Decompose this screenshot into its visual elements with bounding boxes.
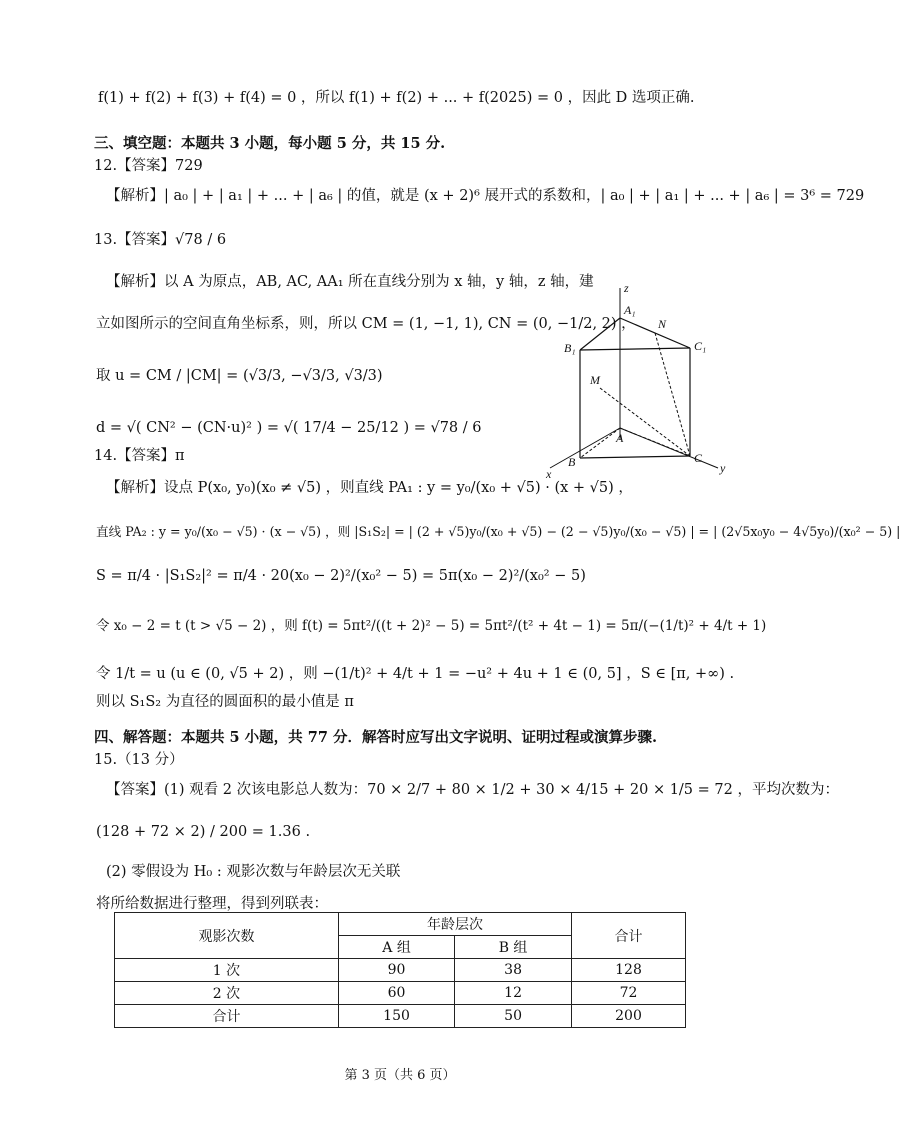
- q14-line1: 【解析】设点 P(x₀, y₀)(x₀ ≠ √5) ，则直线 PA₁ : y = y₀/(x₀ + √5) · (x + √5) ，: [106, 480, 633, 496]
- top-line: f(1) + f(2) + f(3) + f(4) = 0 ，所以 f(1) + f(2) + ... + f(2025) = 0 ，因此 D 选项正确.: [98, 90, 695, 106]
- table-row: [115, 959, 686, 982]
- q15-line1: 【答案】(1) 观看 2 次该电影总人数为：70 × 2/7 + 80 × 1/2 + 30 × 4/15 + 20 × 1/5 = 72 ，平均次数为：: [106, 782, 839, 798]
- edge-b-c: [580, 456, 690, 458]
- label-a: A: [616, 431, 624, 445]
- header-group-a: A 组: [338, 936, 454, 959]
- section-3-heading: 三、填空题：本题共 3 小题，每小题 5 分，共 15 分.: [94, 135, 446, 152]
- label-b: B: [568, 455, 576, 469]
- cell-b: 12: [455, 982, 572, 1005]
- cell-a: 60: [338, 982, 454, 1005]
- cell-b: 50: [455, 1005, 572, 1028]
- cell-b: 38: [455, 959, 572, 982]
- q14-answer: 14.【答案】π: [94, 448, 185, 464]
- section-4-heading: 四、解答题：本题共 5 小题，共 77 分．解答时应写出文字说明、证明过程或演算步骤.: [94, 729, 658, 746]
- cell-total: 128: [572, 959, 686, 982]
- label-y: y: [720, 461, 726, 475]
- edge-a-b: [580, 428, 620, 458]
- row-label: 1 次: [115, 959, 339, 982]
- contingency-table: [114, 912, 686, 1028]
- cell-total: 72: [572, 982, 686, 1005]
- label-m: M: [590, 373, 600, 387]
- q14-line3: S = π/4 · |S₁S₂|² = π/4 · 20(x₀ − 2)²/(x₀² − 5) = 5π(x₀ − 2)²/(x₀² − 5): [96, 568, 586, 584]
- q12-analysis: 【解析】| a₀ | + | a₁ | + ... + | a₆ | 的值，就是 (x + 2)⁶ 展开式的系数和，| a₀ | + | a₁ | + ... + | a₆ | = 3⁶ = 729: [106, 188, 865, 204]
- q14-line2: 直线 PA₂ : y = y₀/(x₀ − √5) · (x − √5) ，则 |S₁S₂| = | (2 + √5)y₀/(x₀ + √5) − (2 − √5)y₀/(x₀ − √5) | = | (2√5x₀y₀ − 4√5y₀)/(x₀² − 5) |: [96, 524, 900, 539]
- label-x: x: [546, 467, 552, 481]
- q15-line4: 将所给数据进行整理，得到列联表：: [96, 896, 328, 912]
- q13-analysis-line2: 立如图所示的空间直角坐标系，则，所以 CM = (1, −1, 1), CN = (0, −1/2, 2) ，: [96, 316, 636, 332]
- cell-a: 90: [338, 959, 454, 982]
- label-c: C: [694, 451, 703, 465]
- label-c1: C₁: [694, 339, 707, 353]
- q13-answer: 13.【答案】√78 / 6: [94, 232, 227, 248]
- q14-line6: 则以 S₁S₂ 为直径的圆面积的最小值是 π: [96, 694, 354, 710]
- label-b1: B₁: [564, 341, 576, 355]
- q13-analysis-line1: 【解析】以 A 为原点，AB, AC, AA₁ 所在直线分别为 x 轴，y 轴，z 轴，建: [106, 274, 594, 290]
- table-row: [115, 1005, 686, 1028]
- header-age: 年龄层次: [338, 913, 571, 936]
- page-footer: 第 3 页（共 6 页）: [344, 1068, 456, 1083]
- label-n: N: [658, 317, 667, 331]
- header-group-b: B 组: [455, 936, 572, 959]
- q15-title: 15.（13 分）: [94, 752, 184, 768]
- q14-line5: 令 1/t = u (u ∈ (0, √5 + 2) ，则 −(1/t)² + 4/t + 1 = −u² + 4u + 1 ∈ (0, 5] ，S ∈ [π, +∞) .: [96, 666, 735, 682]
- edge-a1-b1: [580, 318, 620, 350]
- cell-a: 150: [338, 1005, 454, 1028]
- segment-cm: [600, 388, 690, 456]
- q15-line2: (128 + 72 × 2) / 200 = 1.36 .: [96, 824, 311, 840]
- cell-total: 200: [572, 1005, 686, 1028]
- q14-line4: 令 x₀ − 2 = t (t > √5 − 2) ，则 f(t) = 5πt²/((t + 2)² − 5) = 5πt²/(t² + 4t − 1) = 5π/(−(1/t)² + 4/t + 1): [96, 618, 767, 634]
- label-a1: A₁: [624, 303, 636, 317]
- prism-figure: [540, 280, 740, 480]
- edge-b1-c1: [580, 348, 690, 350]
- q13-analysis-line4: d = √( CN² − (CN·u)² ) = √( 17/4 − 25/12 ) = √78 / 6: [96, 420, 482, 436]
- row-label: 合计: [115, 1005, 339, 1028]
- row-label: 2 次: [115, 982, 339, 1005]
- header-total: 合计: [572, 913, 686, 959]
- q12-answer: 12.【答案】729: [94, 158, 203, 174]
- segment-cn: [655, 333, 690, 456]
- q13-analysis-line3: 取 u = CM / |CM| = (√3/3, −√3/3, √3/3): [96, 368, 383, 384]
- header-count: 观影次数: [115, 913, 339, 959]
- table-row: [115, 982, 686, 1005]
- label-z: z: [624, 281, 629, 295]
- x-axis: [550, 428, 620, 468]
- q15-line3: (2) 零假设为 H₀ : 观影次数与年龄层次无关联: [106, 864, 401, 880]
